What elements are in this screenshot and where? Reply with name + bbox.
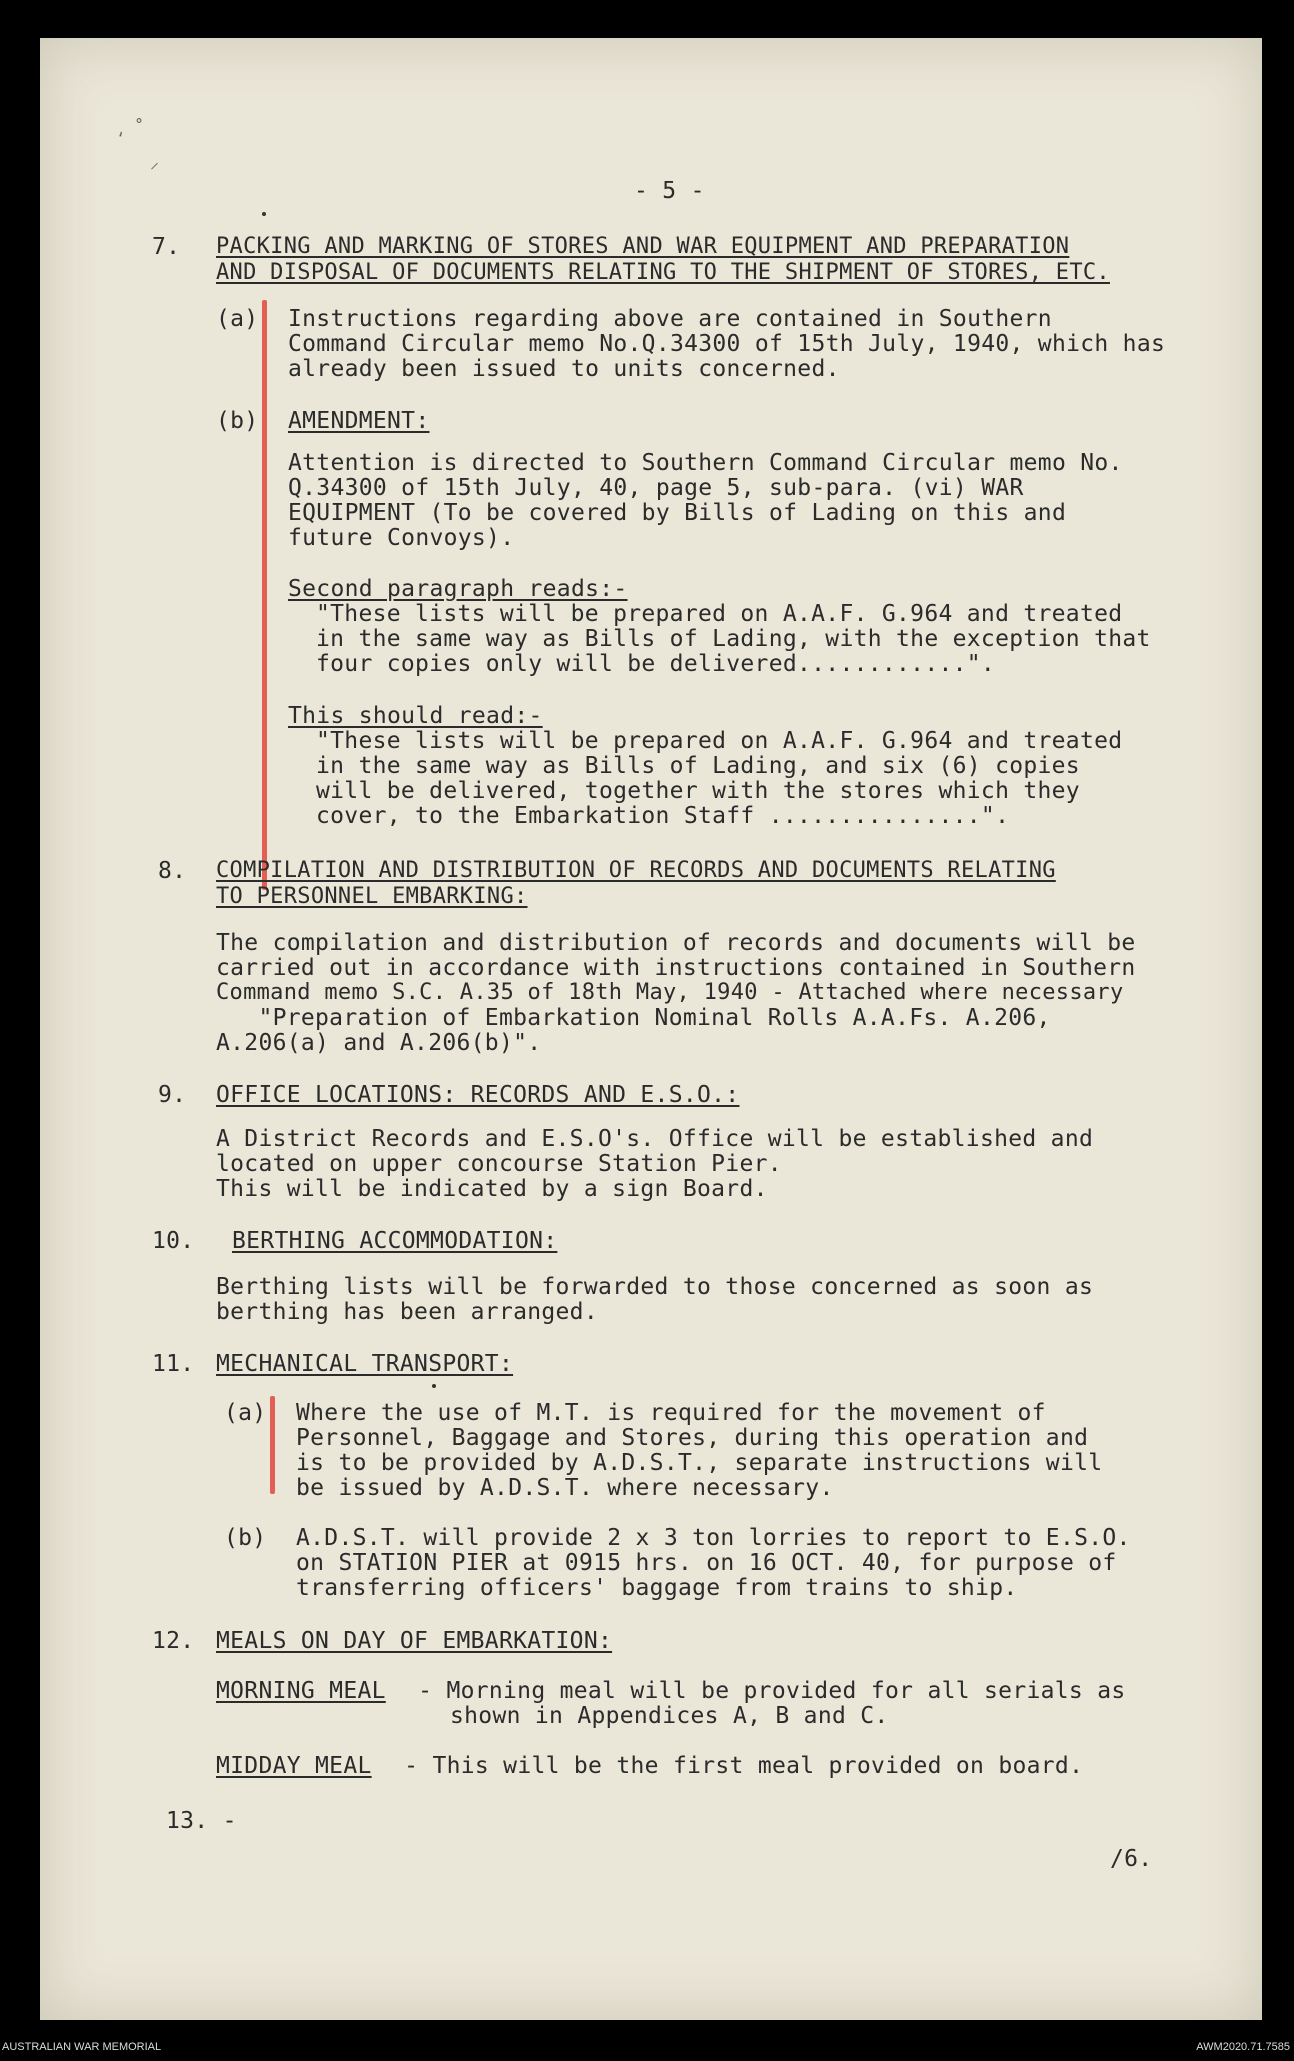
quoted-line: in the same way as Bills of Lading, and six (6) copies [316,753,1080,779]
meal-label: MIDDAY MEAL [216,1753,372,1779]
meal-text: - Morning meal will be provided for all serials as [404,1678,1126,1704]
paragraph-line: transferring officers' baggage from trains to ship. [296,1575,1018,1601]
paragraph-line: carried out in accordance with instructions contained in Southern [216,955,1136,981]
footer-left: AUSTRALIAN WAR MEMORIAL [2,2041,162,2053]
subsection-heading: AMENDMENT: [288,408,430,434]
paragraph-line: Instructions regarding above are contained in Southern [288,306,1052,332]
section-number: 12. [152,1628,195,1654]
paragraph-line: Where the use of M.T. is required for the movement of [296,1400,1046,1426]
paragraph-line: on STATION PIER at 0915 hrs. on 16 OCT. 40, for purpose of [296,1550,1117,1576]
section-number: 9. [158,1082,187,1108]
paragraph-line: located on upper concourse Station Pier. [216,1151,782,1177]
page-number: - 5 - [634,178,705,204]
ink-dot [432,1384,436,1388]
paragraph-line: A District Records and E.S.O's. Office will be established and [216,1126,1094,1152]
paragraph-line: This will be indicated by a sign Board. [216,1176,768,1202]
paragraph-line: The compilation and distribution of records and documents will be [216,930,1136,956]
margin-red-line [270,1396,275,1494]
paragraph-line: Command memo S.C. A.35 of 18th May, 1940 - Attached where necessary [216,980,1124,1005]
section-number: 11. [152,1351,195,1377]
paragraph-line: future Convoys). [288,525,515,551]
footer-right: AWM2020.71.7585 [1196,2041,1290,2053]
paragraph-line: be issued by A.D.S.T. where necessary. [296,1475,834,1501]
staple-mark: ⸝ [150,152,159,173]
quoted-line: "These lists will be prepared on A.A.F. G.964 and treated [316,728,1123,754]
paragraph-line: EQUIPMENT (To be covered by Bills of Lading on this and [288,500,1067,526]
section-heading: PACKING AND MARKING OF STORES AND WAR EQUIPMENT AND PREPARATION [216,234,1070,259]
section-heading: BERTHING ACCOMMODATION: [232,1228,558,1254]
section-heading: MECHANICAL TRANSPORT: [216,1351,514,1377]
paragraph-line: Berthing lists will be forwarded to those concerned as soon as [216,1274,1094,1300]
section-heading: OFFICE LOCATIONS: RECORDS AND E.S.O.: [216,1082,740,1108]
paragraph-line: "Preparation of Embarkation Nominal Rolls A.A.Fs. A.206, [216,1005,1051,1031]
quoted-line: "These lists will be prepared on A.A.F. G.964 and treated [316,601,1123,627]
section-heading: MEALS ON DAY OF EMBARKATION: [216,1628,613,1654]
paragraph-line: already been issued to units concerned. [288,356,840,382]
meal-label: MORNING MEAL [216,1678,386,1704]
section-number: 8. [158,858,187,884]
section-heading: AND DISPOSAL OF DOCUMENTS RELATING TO THE SHIPMENT OF STORES, ETC. [216,260,1110,285]
section-number: 10. [152,1228,195,1254]
paragraph-line: A.D.S.T. will provide 2 x 3 ton lorries to report to E.S.O. [296,1525,1131,1551]
section-number: 7. [152,234,181,260]
subsection-label: (b) [224,1525,267,1551]
subsection-label: (a) [224,1400,267,1426]
paragraph-line: A.206(a) and A.206(b)". [216,1030,542,1056]
section-number: 13. - [166,1808,237,1834]
paragraph-line: Command Circular memo No.Q.34300 of 15th July, 1940, which has [288,331,1166,357]
paragraph-line: Q.34300 of 15th July, 40, page 5, sub-para. (vi) WAR [288,475,1024,501]
quoted-line: will be delivered, together with the stores which they [316,778,1080,804]
meal-text: shown in Appendices A, B and C. [450,1703,889,1729]
document-page [40,38,1262,2020]
subheading: This should read:- [288,703,543,729]
subsection-label: (b) [216,408,259,434]
section-heading: TO PERSONNEL EMBARKING: [216,884,528,909]
section-heading: COMPILATION AND DISTRIBUTION OF RECORDS AND DOCUMENTS RELATING [216,858,1056,883]
staple-mark: ⸲ ˚ [118,118,145,139]
paragraph-line: Attention is directed to Southern Command Circular memo No. [288,450,1123,476]
meal-text: - This will be the first meal provided on board. [390,1753,1084,1779]
quoted-line: in the same way as Bills of Lading, with the exception that [316,626,1151,652]
continuation-mark: /6. [1110,1846,1153,1872]
paragraph-line: berthing has been arranged. [216,1299,598,1325]
paragraph-line: Personnel, Baggage and Stores, during this operation and [296,1425,1089,1451]
margin-red-line [262,300,267,890]
paragraph-line: is to be provided by A.D.S.T., separate instructions will [296,1450,1103,1476]
ink-dot [262,212,266,216]
subsection-label: (a) [216,306,259,332]
subheading: Second paragraph reads:- [288,576,628,602]
quoted-line: cover, to the Embarkation Staff ...............". [316,803,1010,829]
quoted-line: four copies only will be delivered............". [316,651,996,677]
